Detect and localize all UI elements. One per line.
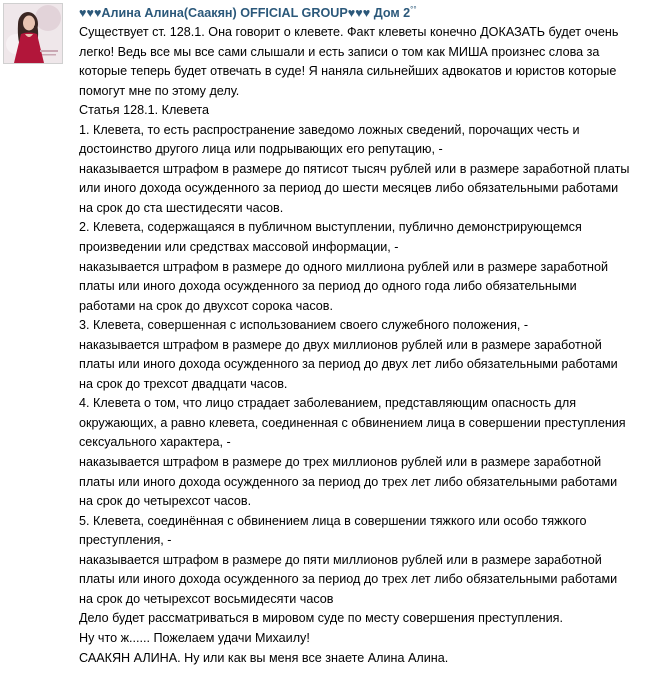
post-line: помогут мне по этому делу. (79, 83, 240, 98)
post-line: на срок до ста шестидесяти часов. (79, 200, 284, 215)
post-line: 4. Клевета о том, что лицо страдает заболеванием, представляющим опасность для (79, 396, 577, 411)
author-name[interactable]: ♥♥♥Алина Алина(Саакян) OFFICIAL GROUP♥♥♥ (79, 6, 371, 21)
post-line: наказывается штрафом в размере до трех миллионов рублей или в размере заработной (79, 455, 602, 470)
post-line: окружающих, а равно клевета, соединенная с обвинением лица в совершении преступления (79, 415, 626, 430)
post-line: Дело будет рассматриваться в мировом суде по месту совершения преступления. (79, 611, 563, 626)
post-line: наказывается штрафом в размере до пятисот тысяч рублей или в размере заработной платы (79, 161, 630, 176)
post-line: 3. Клевета, совершенная с использованием своего служебного положения, - (79, 318, 529, 333)
post-line: или иного дохода осужденного за период до шести месяцев либо обязательными работами (79, 181, 619, 196)
author-suffix[interactable]: Дом 2 (373, 6, 411, 21)
post-line: Ну что ж...... Пожелаем удачи Михаилу! (79, 630, 310, 645)
post-line: САAКЯН АЛИНА. Ну или как вы меня все знаете Алина Алина. (79, 650, 449, 665)
post-line: достоинство другого лица или подрывающих его репутацию, - (79, 142, 443, 157)
post-line: сексуального характера, - (79, 435, 231, 450)
post-line: на срок до четырехсот часов. (79, 494, 252, 509)
post-line: произведении или средствах массовой информации, - (79, 240, 399, 255)
post-line: 1. Клевета, то есть распространение заведомо ложных сведений, порочащих честь и (79, 122, 580, 137)
post-line: платы или иного дохода осужденного за период до трех лет либо обязательными работами (79, 474, 618, 489)
post-author-link[interactable] (79, 2, 417, 21)
post-line: 2. Клевета, содержащаяся в публичном выступлении, публично демонстрирующемся (79, 220, 582, 235)
post-line: работами на срок до двухсот сорока часов. (79, 298, 333, 313)
post-line: которые теперь будет отвечать в суде! Я наняла сильнейших адвокатов и юристов которые (79, 64, 617, 79)
post-line: на срок до четырехсот восьмидесяти часов (79, 591, 334, 606)
post-line: 5. Клевета, соединённая с обвинением лица в совершении тяжкого или особо тяжкого (79, 513, 587, 528)
author-marks: °° (410, 5, 417, 14)
post-line: легко! Ведь все мы все сами слышали и есть записи о том как МИША произнес слова за (79, 44, 600, 59)
post-line: наказывается штрафом в размере до двух миллионов рублей или в размере заработной (79, 337, 602, 352)
post-line: платы или иного дохода осужденного за период до трех лет либо обязательными работами (79, 572, 618, 587)
post-text (79, 23, 664, 668)
profile-photo-icon (4, 4, 62, 63)
post-line: платы или иного дохода осужденного за период до одного года либо обязательными (79, 279, 577, 294)
post-line: наказывается штрафом в размере до одного миллиона рублей или в размере заработной (79, 259, 609, 274)
post-line: платы или иного дохода осужденного за период до двух лет либо обязательными работами (79, 357, 618, 372)
post-line: Существует ст. 128.1. Она говорит о клевете. Факт клеветы конечно ДОКАЗАТЬ будет очень (79, 25, 619, 39)
post-line: на срок до трехсот двадцати часов. (79, 376, 288, 391)
post-line: Статья 128.1. Клевета (79, 103, 210, 118)
post-line: преступления, - (79, 533, 172, 548)
avatar[interactable] (3, 3, 63, 64)
post-line: наказывается штрафом в размере до пяти миллионов рублей или в размере заработной (79, 552, 602, 567)
